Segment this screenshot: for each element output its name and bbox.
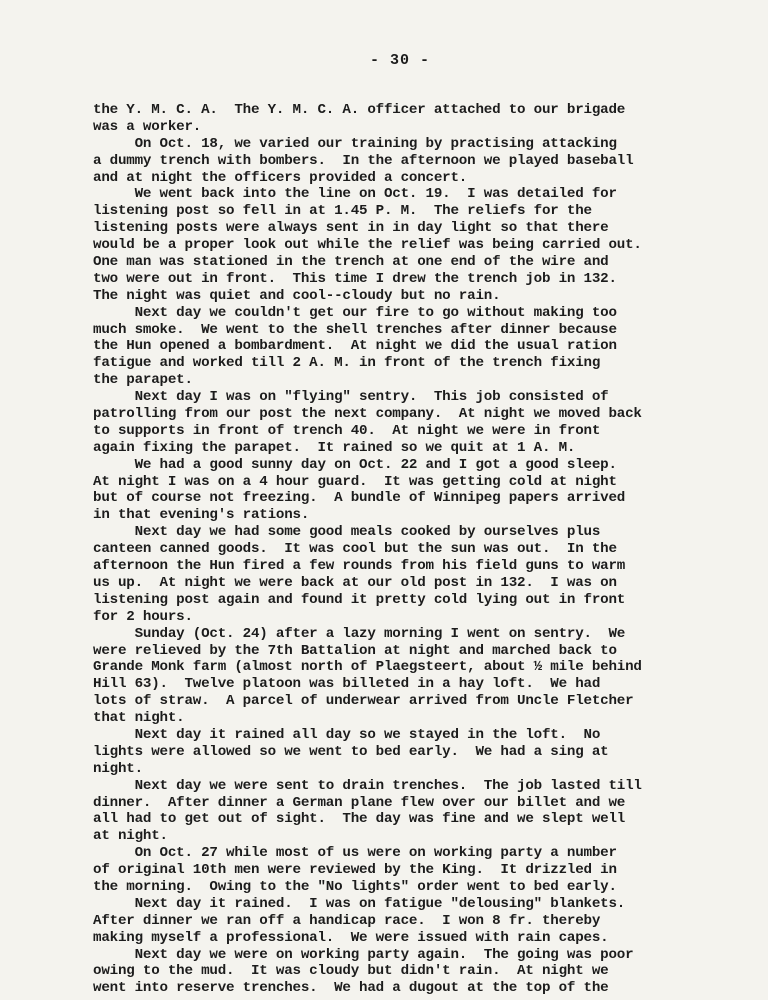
text-line: Hill 63). Twelve platoon was billeted in a hay loft. We had	[93, 676, 601, 693]
text-line: After dinner we ran off a handicap race. I won 8 fr. thereby	[93, 912, 601, 929]
text-line: patrolling from our post the next company. At night we moved back	[93, 406, 642, 423]
text-line: Next day we were on working party again. The going was poor	[93, 946, 634, 963]
text-line: the morning. Owing to the "No lights" order went to bed early.	[93, 878, 617, 895]
text-line: the Hun opened a bombardment. At night we did the usual ration	[93, 338, 617, 355]
text-line: One man was stationed in the trench at one end of the wire and	[93, 254, 609, 271]
text-line: the parapet.	[93, 372, 193, 389]
text-line: lights were allowed so we went to bed early. We had a sing at	[93, 743, 609, 760]
text-line: two were out in front. This time I drew the trench job in 132.	[93, 270, 617, 287]
text-line: all had to get out of sight. The day was fine and we slept well	[93, 811, 626, 828]
text-line: listening post again and found it pretty cold lying out in front	[93, 591, 626, 608]
text-line: We had a good sunny day on Oct. 22 and I got a good sleep.	[93, 456, 617, 473]
text-line: afternoon the Hun fired a few rounds from his field guns to warm	[93, 558, 626, 575]
text-line: canteen canned goods. It was cool but the sun was out. In the	[93, 541, 617, 558]
text-line: the Y. M. C. A. The Y. M. C. A. officer attached to our brigade	[93, 102, 626, 118]
text-line: Grande Monk farm (almost north of Plaegsteert, about ½ mile behind	[93, 659, 642, 676]
text-line: owing to the mud. It was cloudy but didn't rain. At night we	[93, 963, 609, 980]
text-line: went into reserve trenches. We had a dugout at the top of the	[93, 980, 609, 997]
text-line: of original 10th men were reviewed by the King. It drizzled in	[93, 862, 617, 879]
text-line: that night.	[93, 710, 185, 727]
text-line: again fixing the parapet. It rained so we quit at 1 A. M.	[93, 439, 576, 456]
text-line: night.	[93, 760, 143, 777]
text-line: Next day it rained. I was on fatigue "delousing" blankets.	[93, 895, 626, 912]
text-line: Next day we had some good meals cooked by ourselves plus	[93, 524, 601, 541]
text-line: making myself a professional. We were issued with rain capes.	[93, 929, 609, 946]
text-line: At night I was on a 4 hour guard. It was getting cold at night	[93, 473, 617, 490]
text-line: at night.	[93, 828, 168, 845]
text-line: On Oct. 18, we varied our training by practising attacking	[93, 135, 617, 152]
text-line: fatigue and worked till 2 A. M. in front of the trench fixing	[93, 355, 601, 372]
text-line: us up. At night we were back at our old post in 132. I was on	[93, 574, 617, 591]
text-line: a dummy trench with bombers. In the afternoon we played baseball	[93, 152, 634, 169]
text-line: and at night the officers provided a concert.	[93, 169, 468, 186]
text-line: Next day we couldn't get our fire to go without making too	[93, 304, 617, 321]
text-line: to supports in front of trench 40. At night we were in front	[93, 422, 601, 439]
text-line: listening post so fell in at 1.45 P. M. The reliefs for the	[93, 203, 592, 220]
text-line: lots of straw. A parcel of underwear arrived from Uncle Fletcher	[93, 693, 634, 710]
text-line: would be a proper look out while the relief was being carried out.	[93, 237, 642, 254]
text-line: for 2 hours.	[93, 608, 193, 625]
text-line: Next day I was on "flying" sentry. This job consisted of	[93, 389, 609, 406]
text-line: The night was quiet and cool--cloudy but no rain.	[93, 287, 501, 304]
text-line: Next day we were sent to drain trenches. The job lasted till	[93, 777, 642, 794]
text-line: dinner. After dinner a German plane flew over our billet and we	[93, 794, 626, 811]
text-line: was a worker.	[93, 118, 202, 135]
text-line: but of course not freezing. A bundle of Winnipeg papers arrived	[93, 490, 626, 507]
text-line: Next day it rained all day so we stayed in the loft. No	[93, 726, 601, 743]
body-text	[93, 102, 733, 997]
page-number: - 30 -	[369, 52, 430, 69]
text-line: On Oct. 27 while most of us were on working party a number	[93, 845, 617, 862]
text-line: were relieved by the 7th Battalion at night and marched back to	[93, 642, 617, 659]
text-line: in that evening's rations.	[93, 507, 310, 524]
text-line: We went back into the line on Oct. 19. I was detailed for	[93, 186, 617, 203]
text-line: much smoke. We went to the shell trenches after dinner because	[93, 321, 617, 338]
text-line: Sunday (Oct. 24) after a lazy morning I went on sentry. We	[93, 625, 626, 642]
text-line: listening posts were always sent in in day light so that there	[93, 220, 609, 237]
